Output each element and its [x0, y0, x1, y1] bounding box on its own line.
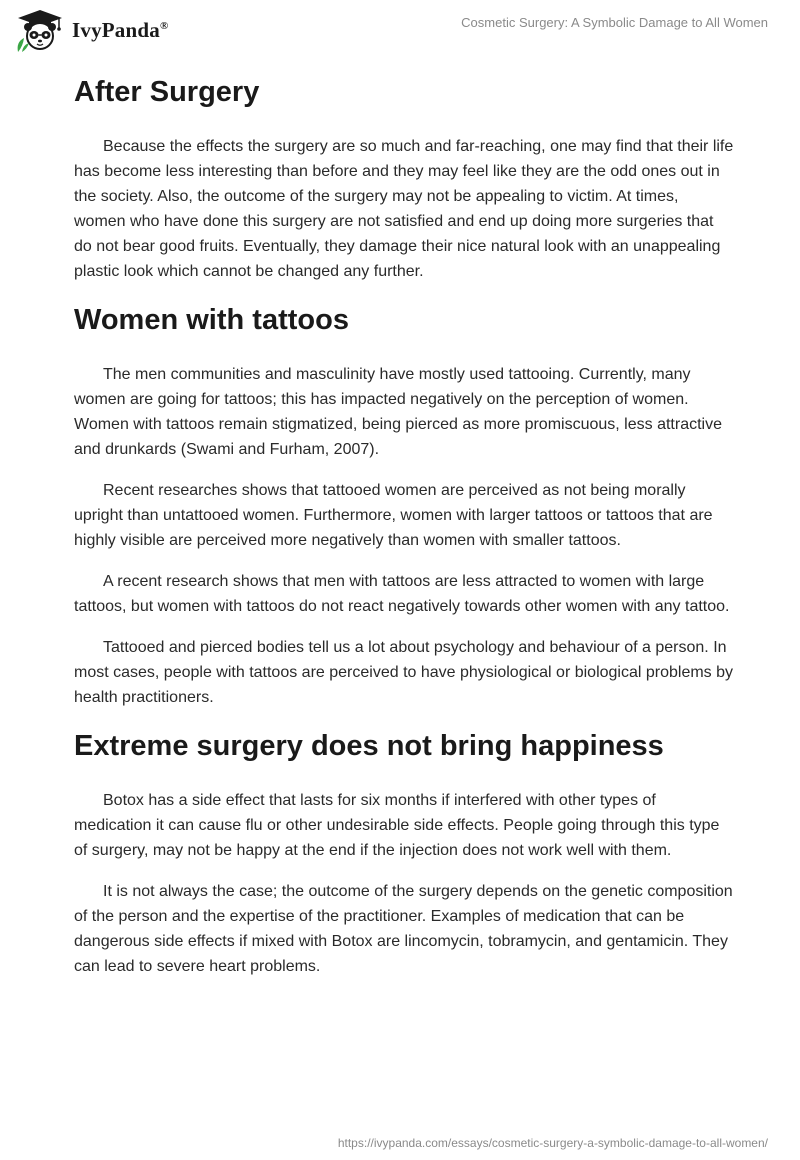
- section-heading: Women with tattoos: [74, 304, 349, 336]
- logo-wordmark: IvyPanda®: [72, 17, 169, 42]
- paragraph: Tattooed and pierced bodies tell us a lot about psychology and behaviour of a person. In most cases, people with tattoos are perceived to have physiological or biological problems by health practitioners.: [74, 639, 734, 706]
- panda-graduate-icon: [14, 8, 66, 52]
- section-heading: After Surgery: [74, 76, 260, 108]
- document-title: Cosmetic Surgery: A Symbolic Damage to All Women: [461, 15, 768, 30]
- paragraph: Recent researches shows that tattooed women are perceived as not being morally upright than untattooed women. Furthermore, women with larger tattoos or tattoos that are highly visible are perceived more negatively than women with smaller tattoos.: [74, 482, 713, 549]
- ivypanda-logo[interactable]: [14, 8, 168, 52]
- section-women-with-tattoos: [74, 300, 734, 710]
- section-extreme-surgery: [74, 726, 734, 979]
- paragraph: A recent research shows that men with tattoos are less attracted to women with large tattoos, but women with tattoos do not react negatively towards other women with any tattoo.: [74, 573, 730, 615]
- essay-body: [74, 72, 734, 995]
- paragraph: Botox has a side effect that lasts for six months if interfered with other types of medication it can cause flu or other undesirable side effects. People going through this type of surgery, may not be happy at the end if the injection does not work well with them.: [74, 792, 720, 859]
- source-url[interactable]: https://ivypanda.com/essays/cosmetic-surgery-a-symbolic-damage-to-all-women/: [337, 1136, 768, 1150]
- section-after-surgery: [74, 72, 734, 284]
- paragraph: Because the effects the surgery are so much and far-reaching, one may find that their life has become less interesting than before and they may feel like they are the odd ones out in the society. Also, the outcome of the surgery may not be appealing to victim. At times, women who have done this surgery are not satisfied and end up doing more surgeries that do not bear good fruits. Eventually, they damage their nice natural look with an unappealing plastic look which cannot be changed any further.: [74, 138, 734, 280]
- paragraph: The men communities and masculinity have mostly used tattooing. Currently, many women are going for tattoos; this has impacted negatively on the perception of women. Women with tattoos remain stigmatized, being pierced as more promiscuous, less attractive and drunkards (Swami and Furham, 2007).: [74, 366, 722, 458]
- registered-mark: ®: [159, 19, 169, 32]
- paragraph: It is not always the case; the outcome of the surgery depends on the genetic composition of the person and the expertise of the practitioner. Examples of medication that can be dangerous side effects if mixed with Botox are lincomycin, tobramycin, and gentamicin. They can lead to severe heart problems.: [74, 883, 733, 975]
- page-header: [0, 0, 800, 60]
- section-heading: Extreme surgery does not bring happiness: [74, 730, 664, 762]
